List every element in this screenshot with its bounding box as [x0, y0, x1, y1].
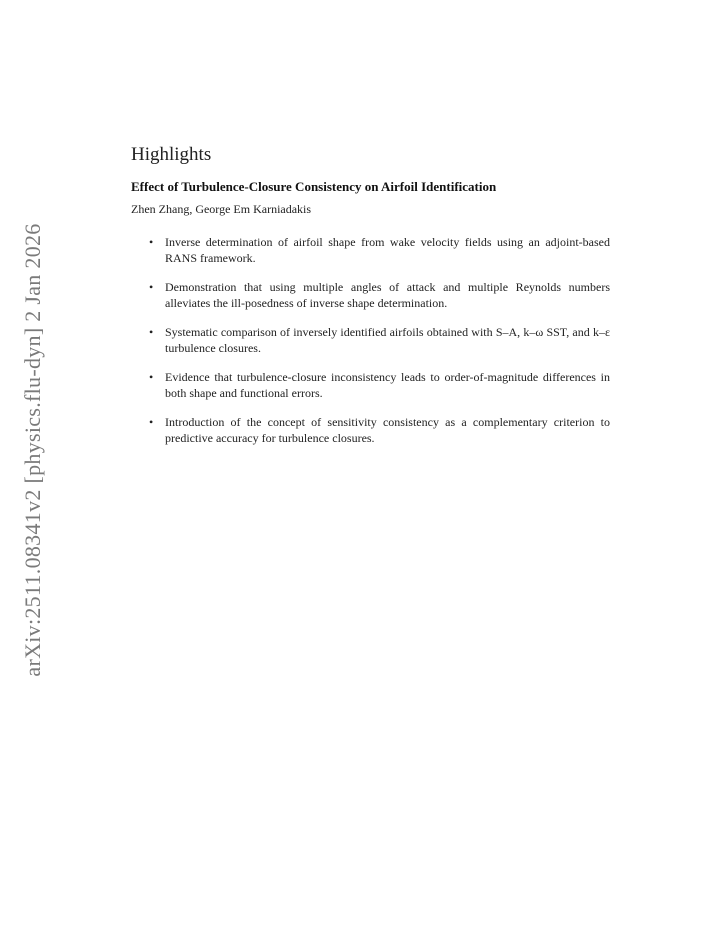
bullet-icon: •: [149, 235, 154, 249]
highlights-section: [131, 144, 611, 459]
highlight-item: [149, 279, 610, 311]
bullet-icon: •: [149, 370, 154, 384]
section-heading: Highlights: [131, 144, 212, 165]
bullet-icon: •: [149, 325, 154, 339]
bullet-icon: •: [149, 280, 154, 294]
highlight-item: [149, 234, 610, 266]
highlight-item: [149, 324, 610, 356]
highlight-text: Demonstration that using multiple angles of attack and multiple Reynolds numbers alleviates the ill-posedness of inverse shape determination.: [165, 280, 610, 310]
arxiv-identifier-stamp: arXiv:2511.08341v2 [physics.flu-dyn] 2 Jan 2026: [20, 223, 45, 677]
highlight-item: [149, 369, 610, 401]
author-list: Zhen Zhang, George Em Karniadakis: [131, 202, 312, 216]
highlight-text: Evidence that turbulence-closure inconsistency leads to order-of-magnitude differences in both shape and functional errors.: [165, 370, 610, 400]
highlight-item: [149, 414, 610, 446]
bullet-icon: •: [149, 415, 154, 429]
highlights-list: [131, 234, 611, 446]
highlight-text: Introduction of the concept of sensitivity consistency as a complementary criterion to predictive accuracy for turbulence closures.: [165, 415, 610, 445]
highlight-text: Inverse determination of airfoil shape from wake velocity fields using an adjoint-based RANS framework.: [165, 235, 610, 265]
paper-title: Effect of Turbulence-Closure Consistency on Airfoil Identification: [131, 179, 497, 194]
highlight-text: Systematic comparison of inversely identified airfoils obtained with S–A, k–ω SST, and k–ε turbulence closures.: [165, 325, 610, 355]
